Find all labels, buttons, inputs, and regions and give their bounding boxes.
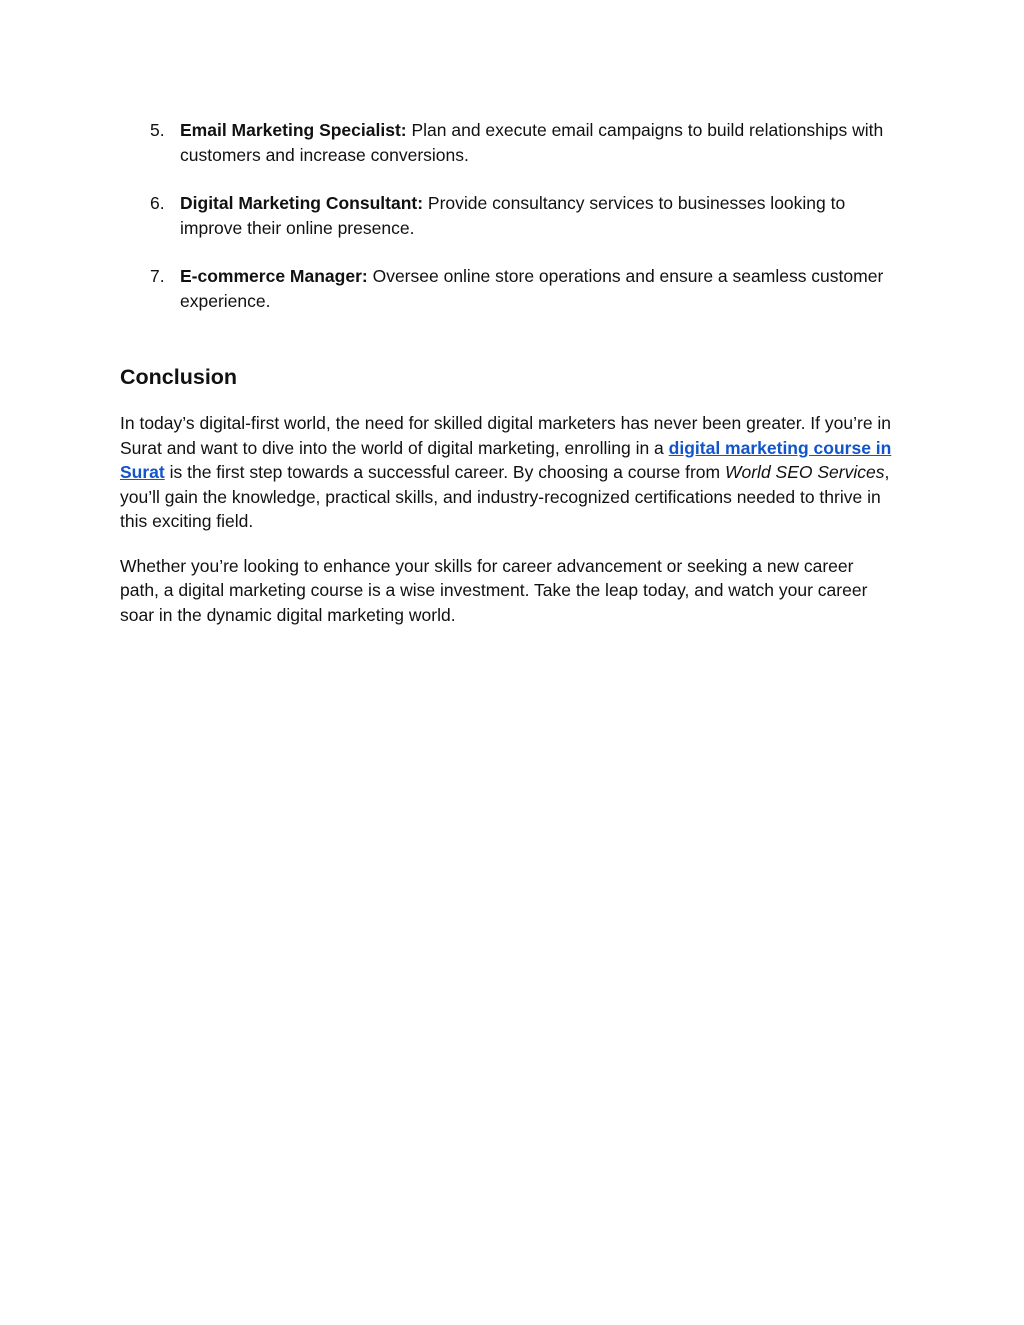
list-item-term: Digital Marketing Consultant: (180, 193, 424, 213)
paragraph-text: , you’ll gain the knowledge, practical skills, and industry-recognized certifications needed to thrive in this exciting field. (120, 462, 890, 531)
list-item-description: Plan and execute email campaigns to build relationships with customers and increase conversions. (180, 120, 884, 165)
list-item-number: 7. (150, 266, 165, 286)
list-item-description: Oversee online store operations and ensure a seamless customer experience. (180, 266, 884, 311)
list-item (120, 264, 895, 313)
document-content (120, 118, 895, 627)
list-item-number: 5. (150, 120, 165, 140)
list-item-description: Provide consultancy services to businesses looking to improve their online presence. (180, 193, 846, 238)
careers-list (120, 118, 895, 313)
conclusion-paragraph-2: Whether you’re looking to enhance your skills for career advancement or seeking a new career path, a digital marketing course is a wise investment. Take the leap today, and watch your career soar in the dynamic digital marketing world. (120, 555, 868, 625)
conclusion-paragraph-1 (120, 411, 895, 534)
list-item-term: E-commerce Manager: (180, 266, 368, 286)
conclusion-heading: Conclusion (120, 365, 238, 389)
paragraph-text: In today’s digital-first world, the need for skilled digital marketers has never been greater. If you’re in Surat and want to dive into the world of digital marketing, enrolling in a (120, 413, 892, 458)
course-link[interactable]: digital marketing course in Surat (120, 437, 892, 482)
list-item-number: 6. (150, 193, 165, 213)
paragraph-text: is the first step towards a successful career. By choosing a course from (164, 462, 725, 482)
list-item-term: Email Marketing Specialist: (180, 120, 407, 140)
list-item (120, 191, 895, 240)
company-name: World SEO Services (724, 462, 885, 482)
list-item (120, 118, 895, 167)
